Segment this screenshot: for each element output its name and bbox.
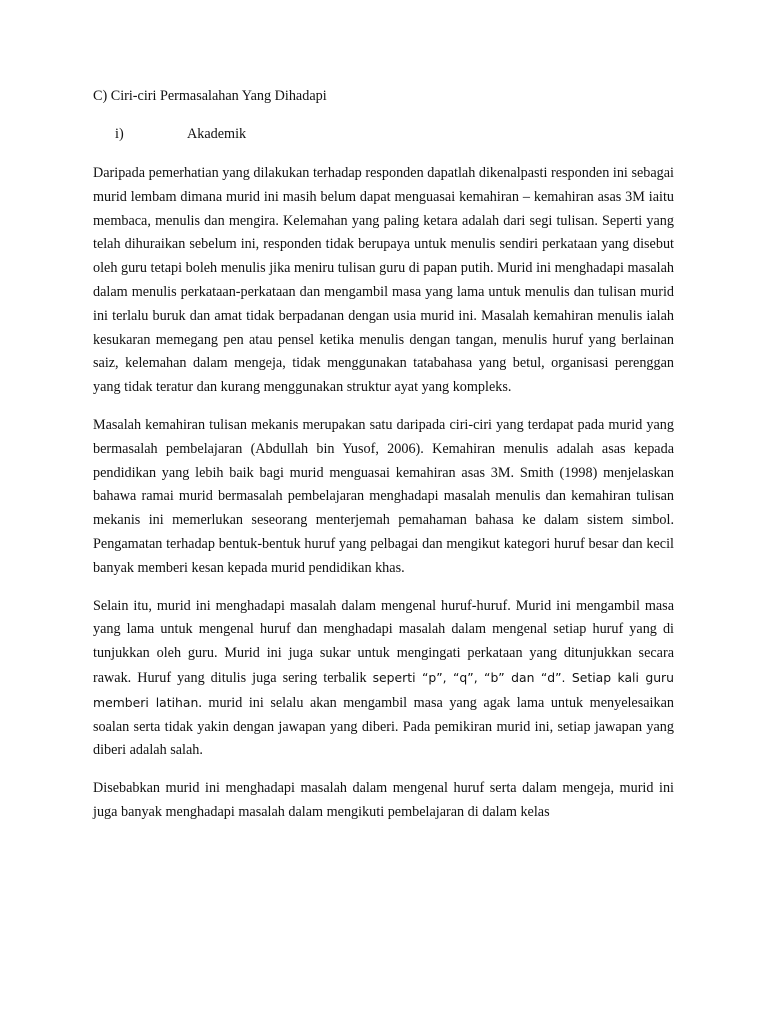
paragraph-1: Daripada pemerhatian yang dilakukan terhadap responden dapatlah dikenalpasti responden ini sebagai murid lembam dimana murid ini masih belum dapat menguasai kemahiran – kemahiran asas 3M iaitu membaca, menulis dan mengira. Kelemahan yang paling ketara adalah dari segi tulisan. Seperti yang telah dihuraikan sebelum ini, responden tidak berupaya untuk menulis sendiri perkataan yang disebut oleh guru tetapi boleh menulis jika meniru tulisan guru di papan putih. Murid ini menghadapi masalah dalam menulis perkataan-perkataan dan mengambil masa yang lama untuk menulis dan tulisan murid ini terlalu buruk dan amat tidak berpadanan dengan usia murid ini. Masalah kemahiran menulis ialah kesukaran memegang pen atau pensel ketika menulis dengan tangan, menulis huruf yang berlainan saiz, kelemahan dalam mengeja, tidak menggunakan tatabahasa yang betul, organisasi perenggan yang tidak teratur dan kurang menggunakan struktur ayat yang kompleks. xyxy=(93,165,674,396)
paragraph-3-part-3: . murid ini selalu akan mengambil masa yang agak lama untuk menyelesaikan soalan serta tidak yakin dengan jawapan yang diberi. Pada pemikiran murid ini, setiap jawapan yang diberi adalah salah. xyxy=(93,694,674,759)
paragraph-3 xyxy=(93,595,674,764)
paragraph-4: Disebabkan murid ini menghadapi masalah dalam mengenal huruf serta dalam mengeja, murid ini juga banyak menghadapi masalah dalam mengikuti pembelajaran di dalam kelas xyxy=(93,780,674,820)
paragraph-2: Masalah kemahiran tulisan mekanis merupakan satu daripada ciri-ciri yang terdapat pada murid yang bermasalah pembelajaran (Abdullah bin Yusof, 2006). Kemahiran menulis adalah asas kepada pendidikan yang lebih baik bagi murid menguasai kemahiran asas 3M. Smith (1998) menjelaskan bahawa ramai murid bermasalah pembelajaran menghadapi masalah menulis dan kemahiran tulisan mekanis ini memerlukan seseorang menterjemah pemahaman bahasa ke dalam sistem simbol. Pengamatan terhadap bentuk-bentuk huruf yang pelbagai dan mengikut kategori huruf besar dan kecil banyak memberi kesan kepada murid pendidikan khas. xyxy=(93,416,674,576)
subsection-number: i) xyxy=(115,126,124,142)
paragraph-3-part-1: Selain itu, murid ini menghadapi masalah dalam mengenal huruf-huruf. Murid ini mengambil masa yang lama untuk mengenal huruf dan menghadapi masalah dalam mengenal setiap huruf yang di tunjukkan oleh guru. Murid ini juga sukar untuk mengingati perkataan yang ditunjukkan secara rawak. Huruf yang ditulis juga sering terbalik xyxy=(93,597,674,686)
subsection-title: Akademik xyxy=(187,126,247,142)
subsection-heading xyxy=(93,124,674,144)
paragraph-3-part-2: seperti “p”, “q”, “b” dan “d”. Setiap kali guru memberi latihan xyxy=(93,669,674,710)
section-heading: C) Ciri-ciri Permasalahan Yang Dihadapi xyxy=(93,88,327,104)
